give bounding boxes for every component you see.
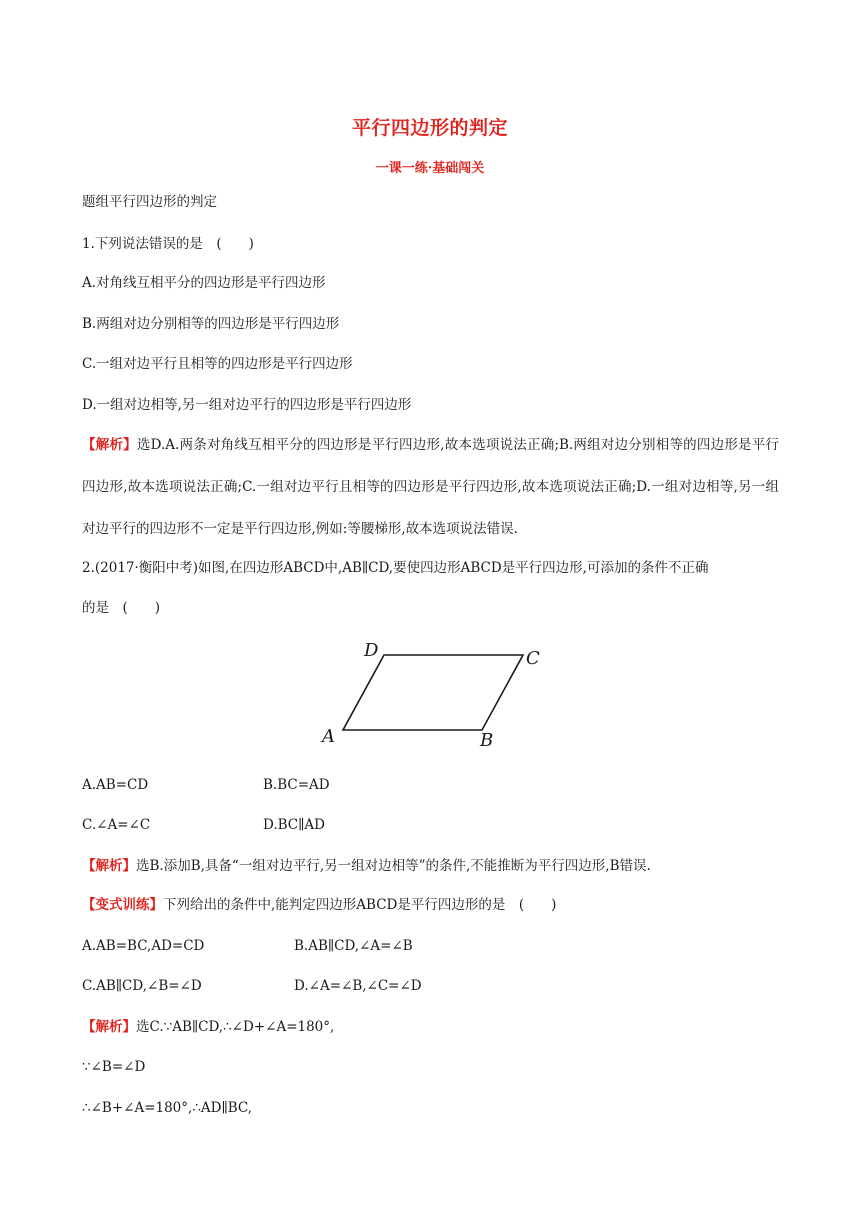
q1-option-b: B.两组对边分别相等的四边形是平行四边形 — [82, 316, 340, 332]
q2-option-d: D.BC∥AD — [263, 817, 325, 833]
q1-analysis — [82, 424, 779, 550]
variant-option-c: C.AB∥CD,∠B=∠D — [82, 978, 202, 994]
page-subtitle: 一课一练·基础闯关 — [375, 161, 485, 176]
q1-analysis-text: 选D.A.两条对角线互相平分的四边形是平行四边形,故本选项说法正确;B.两组对边分别相等的四边形是平行四边形,故本选项说法正确;C.一组对边平行且相等的四边形是平行四边形,故本选项说法正确;D.一组对边相等,另一组对边平行的四边形不一定是平行四边形,例如:等腰梯形,故本选项说法错误. — [82, 437, 780, 537]
variant-option-d: D.∠A=∠B,∠C=∠D — [294, 978, 422, 994]
figure-label-a: A — [322, 726, 335, 747]
variant-analysis-text1: 选C.∵AB∥CD,∴∠D+∠A=180°, — [136, 1019, 335, 1035]
variant-analysis-line3: ∴∠B+∠A=180°,∴AD∥BC, — [82, 1100, 253, 1116]
variant-analysis-line2: ∵∠B=∠D — [82, 1059, 146, 1075]
q2-analysis — [82, 856, 651, 876]
q2-option-c: C.∠A=∠C — [82, 817, 151, 833]
variant-analysis-line1 — [82, 1017, 334, 1037]
variant-stem-line — [82, 895, 556, 915]
q1-stem: 1.下列说法错误的是 ( ) — [82, 236, 254, 252]
variant-tag: 【变式训练】 — [82, 897, 163, 913]
variant-analysis-tag: 【解析】 — [82, 1019, 136, 1035]
q2-analysis-tag: 【解析】 — [82, 858, 136, 874]
variant-stem: 下列给出的条件中,能判定四边形ABCD是平行四边形的是 ( ) — [163, 897, 557, 913]
figure-label-d: D — [364, 640, 379, 661]
q1-option-a: A.对角线互相平分的四边形是平行四边形 — [82, 275, 326, 291]
q1-option-d: D.一组对边相等,另一组对边平行的四边形是平行四边形 — [82, 397, 412, 413]
q2-stem-line2: 的是 ( ) — [82, 600, 161, 616]
q1-option-c: C.一组对边平行且相等的四边形是平行四边形 — [82, 356, 353, 372]
q2-option-a: A.AB=CD — [82, 777, 149, 793]
page-title: 平行四边形的判定 — [351, 117, 508, 139]
q2-analysis-text: 选B.添加B,具备“一组对边平行,另一组对边相等”的条件,不能推断为平行四边形,B错误. — [136, 858, 651, 874]
figure-label-b: B — [480, 730, 494, 751]
group-heading: 题组平行四边形的判定 — [82, 194, 217, 210]
parallelogram-figure — [310, 632, 560, 752]
q2-option-b: B.BC=AD — [263, 777, 330, 793]
figure-label-c: C — [526, 648, 540, 669]
parallelogram-shape — [343, 655, 523, 730]
variant-option-b: B.AB∥CD,∠A=∠B — [294, 938, 413, 954]
variant-option-a: A.AB=BC,AD=CD — [82, 938, 205, 954]
q1-analysis-tag: 【解析】 — [82, 437, 137, 453]
q2-stem-line1: 2.(2017·衡阳中考)如图,在四边形ABCD中,AB∥CD,要使四边形ABCD是平行四边形,可添加的条件不正确 — [82, 560, 709, 576]
